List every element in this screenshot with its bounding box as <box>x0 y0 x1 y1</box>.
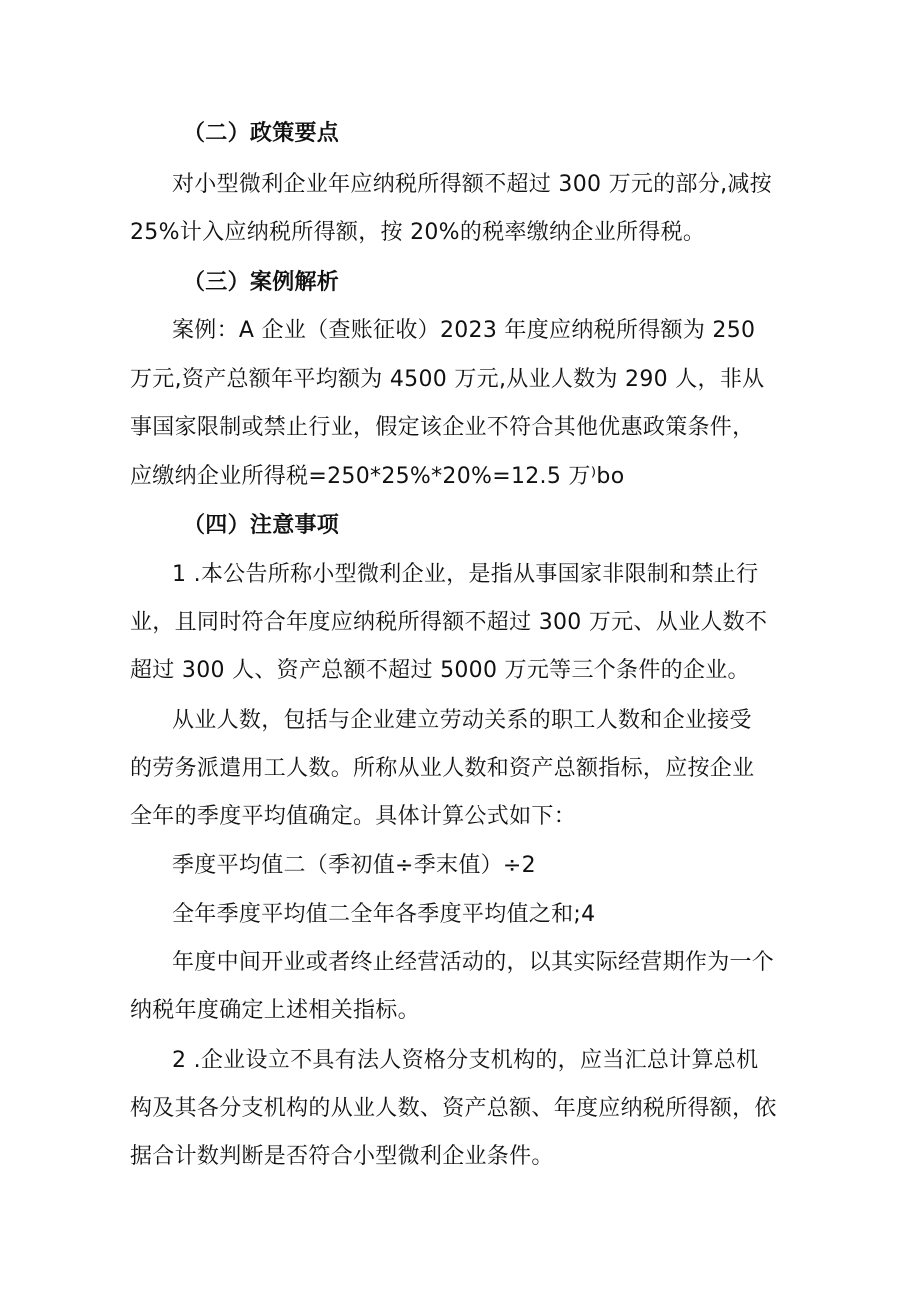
paragraph-line: 案例：A 企业（查账征收）2023 年度应纳税所得额为 250 <box>172 318 756 343</box>
formula-annual-average: 全年季度平均值二全年各季度平均值之和;4 <box>172 902 596 927</box>
paragraph-line: 25%计入应纳税所得额，按 20%的税率缴纳企业所得税。 <box>130 220 706 245</box>
section-heading-case-analysis: （三）案例解析 <box>183 270 340 295</box>
paragraph-line: 2 .企业设立不具有法人资格分支机构的，应当汇总计算总机 <box>172 1048 759 1073</box>
paragraph-line: 1 .本公告所称小型微利企业，是指从事国家非限制和禁止行 <box>172 562 759 587</box>
paragraph-line: 业，且同时符合年度应纳税所得额不超过 300 万元、从业人数不 <box>130 610 768 635</box>
paragraph-line: 据合计数判断是否符合小型微利企业条件。 <box>130 1144 554 1169</box>
formula-quarter-average: 季度平均值二（季初值÷季末值）÷2 <box>172 853 536 878</box>
section-heading-notes: （四）注意事项 <box>183 513 340 538</box>
paragraph-line: 事国家限制或禁止行业，假定该企业不符合其他优惠政策条件， <box>130 415 755 440</box>
paragraph-line: 纳税年度确定上述相关指标。 <box>130 998 420 1023</box>
paragraph-line: 万元,资产总额年平均额为 4500 万元,从业人数为 290 人，非从 <box>130 367 765 392</box>
paragraph-line: 应缴纳企业所得税=250*25%*20%=12.5 万⁾bo <box>130 464 625 489</box>
paragraph-line: 的劳务派遣用工人数。所称从业人数和资产总额指标，应按企业 <box>130 756 755 781</box>
section-heading-policy-points: （二）政策要点 <box>183 121 340 146</box>
paragraph-line: 年度中间开业或者终止经营活动的，以其实际经营期作为一个 <box>172 950 775 975</box>
paragraph-line: 从业人数，包括与企业建立劳动关系的职工人数和企业接受 <box>172 708 752 733</box>
paragraph-line: 超过 300 人、资产总额不超过 5000 万元等三个条件的企业。 <box>130 658 750 683</box>
paragraph-line: 对小型微利企业年应纳税所得额不超过 300 万元的部分,减按 <box>172 172 772 197</box>
paragraph-line: 构及其各分支机构的从业人数、资产总额、年度应纳税所得额，依 <box>130 1096 777 1121</box>
paragraph-line: 全年的季度平均值确定。具体计算公式如下： <box>130 804 577 829</box>
